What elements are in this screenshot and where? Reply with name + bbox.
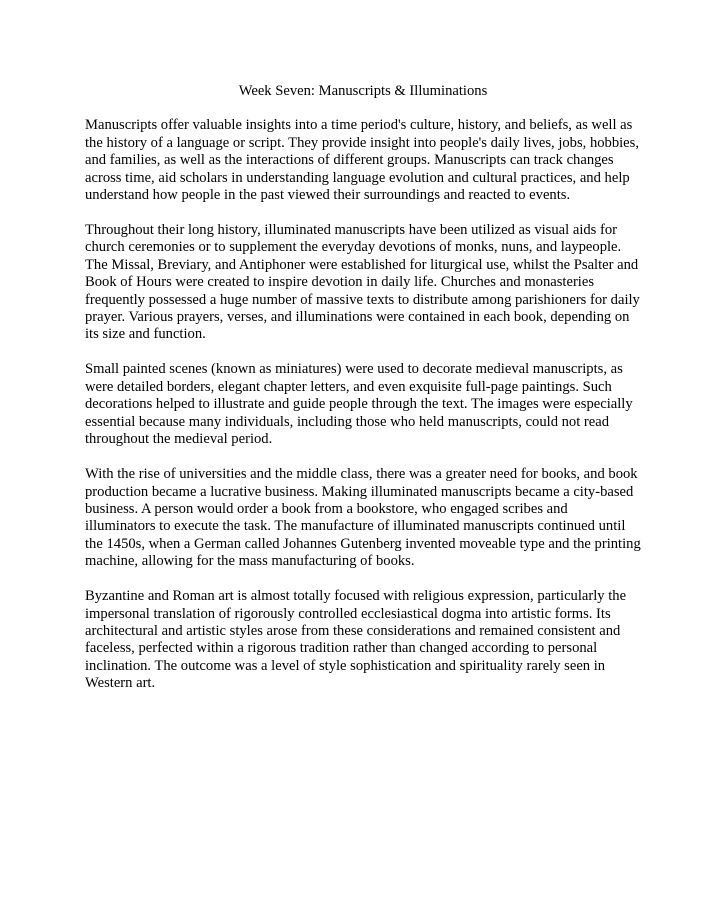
paragraph-miniatures: Small painted scenes (known as miniatures) were used to decorate medieval manuscripts, as were detailed borders, elegant chapter letters, and even exquisite full-page paintings. Such decorations helped to illustrate and guide people through the text. The images were especially essential because many individuals, including those who held manuscripts, could not read throughout the medieval period. — [85, 361, 633, 448]
paragraph-manuscripts-insights: Manuscripts offer valuable insights into a time period's culture, history, and beliefs, as well as the history of a language or script. They provide insight into people's daily lives, jobs, hobbies, and families, as well as the interactions of different groups. Manuscripts can track changes across time, aid scholars in understanding language evolution and cultural practices, and help understand how people in the past viewed their surroundings and reacted to events. — [85, 117, 639, 204]
document-body — [85, 83, 641, 710]
paragraph-book-production: With the rise of universities and the middle class, there was a greater need for books, and book production became a lucrative business. Making illuminated manuscripts became a city-based business. A person would order a book from a bookstore, who engaged scribes and illuminators to execute the task. The manufacture of illuminated manuscripts continued until the 1450s, when a German called Johannes Gutenberg invented moveable type and the printing machine, allowing for the mass manufacturing of books. — [85, 466, 641, 570]
paragraph-illuminated-manuscripts-history: Throughout their long history, illuminated manuscripts have been utilized as visual aids for church ceremonies or to supplement the everyday devotions of monks, nuns, and laypeople. The Missal, Breviary, and Antiphoner were established for liturgical use, whilst the Psalter and Book of Hours were created to inspire devotion in daily life. Churches and monasteries frequently possessed a huge number of massive texts to distribute among parishioners for daily prayer. Various prayers, verses, and illuminations were contained in each book, depending on its size and function. — [85, 222, 640, 343]
paragraph-byzantine-roman-art: Byzantine and Roman art is almost totally focused with religious expression, particularly the impersonal translation of rigorously controlled ecclesiastical dogma into artistic forms. Its architectural and artistic styles arose from these considerations and remained consistent and faceless, perfected within a rigorous tradition rather than changed according to personal inclination. The outcome was a level of style sophistication and spirituality rarely seen in Western art. — [85, 588, 627, 692]
document-title: Week Seven: Manuscripts & Illuminations — [238, 83, 488, 99]
